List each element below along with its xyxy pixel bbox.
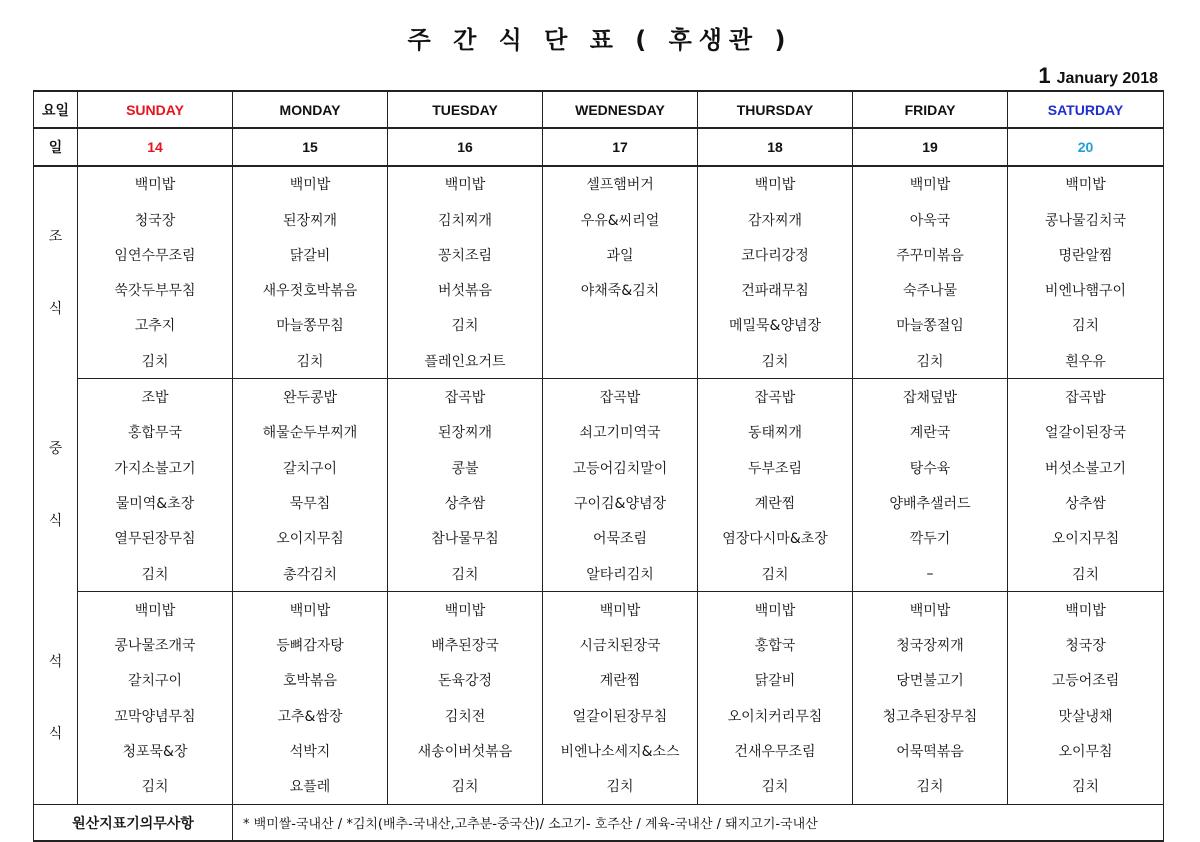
- menu-item-cell: [543, 308, 698, 343]
- menu-date: [1038, 63, 1158, 89]
- menu-item-cell: 콩나물김치국: [1008, 202, 1164, 237]
- menu-item-cell: 잡곡밥: [388, 379, 543, 415]
- breakfast-row: [34, 166, 1164, 202]
- menu-item-cell: 쇠고기미역국: [543, 415, 698, 450]
- menu-item-cell: 청포묵&장: [78, 733, 233, 768]
- menu-item-cell: 석박지: [233, 733, 388, 768]
- menu-item-cell: 백미밥: [78, 166, 233, 202]
- menu-item-cell: 꽁치조림: [388, 237, 543, 272]
- menu-item-cell: 깍두기: [853, 521, 1008, 556]
- menu-item-cell: 김치: [853, 343, 1008, 379]
- menu-item-cell: 백미밥: [698, 166, 853, 202]
- menu-item-cell: 배추된장국: [388, 627, 543, 662]
- menu-item-cell: 백미밥: [698, 592, 853, 628]
- menu-item-cell: 고추&쌈장: [233, 698, 388, 733]
- menu-item-cell: 어묵떡볶음: [853, 733, 1008, 768]
- lunch-row: [34, 485, 1164, 520]
- menu-item-cell: 청국장: [1008, 627, 1164, 662]
- weekday-friday: FRIDAY: [853, 91, 1008, 128]
- menu-item-cell: 참나물무침: [388, 521, 543, 556]
- weekday-wednesday: WEDNESDAY: [543, 91, 698, 128]
- menu-item-cell: 계란국: [853, 415, 1008, 450]
- menu-item-cell: 꼬막양념무침: [78, 698, 233, 733]
- menu-item-cell: 우유&씨리얼: [543, 202, 698, 237]
- menu-item-cell: 맛살냉채: [1008, 698, 1164, 733]
- menu-item-cell: 마늘쫑절임: [853, 308, 1008, 343]
- menu-item-cell: 흰우유: [1008, 343, 1164, 379]
- date-cell: 20: [1008, 128, 1164, 165]
- breakfast-row: [34, 272, 1164, 307]
- dinner-row: [34, 698, 1164, 733]
- lunch-label: 중 식: [34, 379, 78, 592]
- lunch-row: [34, 379, 1164, 415]
- menu-item-cell: 백미밥: [388, 166, 543, 202]
- weekday-thursday: THURSDAY: [698, 91, 853, 128]
- dinner-row: [34, 627, 1164, 662]
- menu-item-cell: 계란찜: [543, 663, 698, 698]
- menu-item-cell: 마늘쫑무침: [233, 308, 388, 343]
- menu-item-cell: 청고추된장무침: [853, 698, 1008, 733]
- menu-item-cell: 홍합국: [698, 627, 853, 662]
- menu-item-cell: 청국장: [78, 202, 233, 237]
- weekday-header-row: [34, 91, 1164, 128]
- menu-item-cell: 김치: [1008, 308, 1164, 343]
- menu-item-cell: 버섯소불고기: [1008, 450, 1164, 485]
- menu-item-cell: 갈치구이: [233, 450, 388, 485]
- menu-item-cell: 양배추샐러드: [853, 485, 1008, 520]
- menu-item-cell: [543, 343, 698, 379]
- breakfast-label: 조 식: [34, 166, 78, 379]
- weekly-menu-table: [33, 90, 1164, 842]
- page-title: 주 간 식 단 표 ( 후생관 ): [407, 26, 793, 54]
- menu-item-cell: 열무된장무침: [78, 521, 233, 556]
- menu-item-cell: 오이지무침: [1008, 521, 1164, 556]
- menu-item-cell: 메밀묵&양념장: [698, 308, 853, 343]
- menu-item-cell: 어묵조림: [543, 521, 698, 556]
- menu-item-cell: 고등어김치말이: [543, 450, 698, 485]
- menu-item-cell: 염장다시마&초장: [698, 521, 853, 556]
- menu-item-cell: 임연수무조림: [78, 237, 233, 272]
- date-cell: 19: [853, 128, 1008, 165]
- dinner-row: [34, 733, 1164, 768]
- date-cell: 15: [233, 128, 388, 165]
- menu-item-cell: 버섯볶음: [388, 272, 543, 307]
- menu-item-cell: 플레인요거트: [388, 343, 543, 379]
- date-cell: 17: [543, 128, 698, 165]
- menu-item-cell: 과일: [543, 237, 698, 272]
- menu-item-cell: 등뼈감자탕: [233, 627, 388, 662]
- menu-item-cell: 오이치커리무침: [698, 698, 853, 733]
- menu-item-cell: 주꾸미볶음: [853, 237, 1008, 272]
- menu-item-cell: 조밥: [78, 379, 233, 415]
- menu-item-cell: 묵무침: [233, 485, 388, 520]
- menu-item-cell: 새송이버섯볶음: [388, 733, 543, 768]
- menu-item-cell: 된장찌개: [233, 202, 388, 237]
- menu-item-cell: 호박볶음: [233, 663, 388, 698]
- menu-item-cell: 당면불고기: [853, 663, 1008, 698]
- menu-item-cell: 물미역&초장: [78, 485, 233, 520]
- menu-item-cell: 김치: [78, 556, 233, 592]
- menu-item-cell: 야채죽&김치: [543, 272, 698, 307]
- lunch-row: [34, 521, 1164, 556]
- menu-item-cell: 김치: [1008, 556, 1164, 592]
- menu-item-cell: 가지소불고기: [78, 450, 233, 485]
- menu-item-cell: 감자찌개: [698, 202, 853, 237]
- origin-notice-text: * 백미쌀-국내산 / *김치(배추-국내산,고추분-중국산)/ 소고기- 호주산 / 계육-국내산 / 돼지고기-국내산: [233, 804, 1164, 841]
- menu-item-cell: 김치: [698, 769, 853, 805]
- lunch-row: [34, 450, 1164, 485]
- menu-item-cell: 완두콩밥: [233, 379, 388, 415]
- menu-item-cell: 김치: [78, 343, 233, 379]
- breakfast-row: [34, 343, 1164, 379]
- menu-item-cell: 계란찜: [698, 485, 853, 520]
- menu-item-cell: 비엔나햄구이: [1008, 272, 1164, 307]
- menu-item-cell: 김치: [1008, 769, 1164, 805]
- menu-item-cell: 탕수육: [853, 450, 1008, 485]
- menu-item-cell: 갈치구이: [78, 663, 233, 698]
- date-cell: 16: [388, 128, 543, 165]
- menu-item-cell: 잡채덮밥: [853, 379, 1008, 415]
- menu-item-cell: –: [853, 556, 1008, 592]
- menu-item-cell: 동태찌개: [698, 415, 853, 450]
- menu-item-cell: 백미밥: [853, 592, 1008, 628]
- date-row: [34, 128, 1164, 165]
- date-cell: 14: [78, 128, 233, 165]
- menu-item-cell: 건파래무침: [698, 272, 853, 307]
- menu-item-cell: 오이지무침: [233, 521, 388, 556]
- date-day: 1: [1038, 63, 1051, 88]
- dinner-label: 석 식: [34, 592, 78, 805]
- menu-item-cell: 상추쌈: [388, 485, 543, 520]
- menu-item-cell: 김치: [388, 308, 543, 343]
- menu-item-cell: 해물순두부찌개: [233, 415, 388, 450]
- menu-item-cell: 백미밥: [233, 166, 388, 202]
- dinner-row: [34, 592, 1164, 628]
- menu-item-cell: 닭갈비: [698, 663, 853, 698]
- menu-item-cell: 고추지: [78, 308, 233, 343]
- dinner-row: [34, 769, 1164, 805]
- origin-notice-row: [34, 804, 1164, 841]
- menu-item-cell: 닭갈비: [233, 237, 388, 272]
- date-row-label: 일: [34, 128, 78, 165]
- menu-item-cell: 알타리김치: [543, 556, 698, 592]
- menu-item-cell: 고등어조림: [1008, 663, 1164, 698]
- date-cell: 18: [698, 128, 853, 165]
- menu-item-cell: 김치: [388, 556, 543, 592]
- menu-item-cell: 잡곡밥: [543, 379, 698, 415]
- lunch-row: [34, 415, 1164, 450]
- menu-item-cell: 셀프햄버거: [543, 166, 698, 202]
- weekday-saturday: SATURDAY: [1008, 91, 1164, 128]
- menu-item-cell: 새우젓호박볶음: [233, 272, 388, 307]
- weekday-sunday: SUNDAY: [78, 91, 233, 128]
- menu-item-cell: 된장찌개: [388, 415, 543, 450]
- menu-item-cell: 돈육강정: [388, 663, 543, 698]
- menu-item-cell: 백미밥: [853, 166, 1008, 202]
- menu-item-cell: 김치: [233, 343, 388, 379]
- menu-item-cell: 총각김치: [233, 556, 388, 592]
- menu-item-cell: 김치: [543, 769, 698, 805]
- menu-item-cell: 명란알찜: [1008, 237, 1164, 272]
- menu-item-cell: 쑥갓두부무침: [78, 272, 233, 307]
- date-month-year: January 2018: [1056, 70, 1158, 87]
- breakfast-row: [34, 308, 1164, 343]
- dinner-row: [34, 663, 1164, 698]
- menu-item-cell: 구이김&양념장: [543, 485, 698, 520]
- menu-item-cell: 김치: [853, 769, 1008, 805]
- menu-item-cell: 홍합무국: [78, 415, 233, 450]
- weekday-monday: MONDAY: [233, 91, 388, 128]
- menu-item-cell: 백미밥: [543, 592, 698, 628]
- menu-item-cell: 백미밥: [1008, 592, 1164, 628]
- origin-notice-label: 원산지표기의무사항: [34, 804, 233, 841]
- menu-item-cell: 얼갈이된장국: [1008, 415, 1164, 450]
- menu-item-cell: 콩불: [388, 450, 543, 485]
- menu-item-cell: 백미밥: [233, 592, 388, 628]
- weekday-tuesday: TUESDAY: [388, 91, 543, 128]
- lunch-row: [34, 556, 1164, 592]
- menu-item-cell: 백미밥: [78, 592, 233, 628]
- weekday-row-label: 요일: [34, 91, 78, 128]
- menu-item-cell: 얼갈이된장무침: [543, 698, 698, 733]
- menu-item-cell: 김치: [388, 769, 543, 805]
- menu-item-cell: 청국장찌개: [853, 627, 1008, 662]
- menu-item-cell: 오이무침: [1008, 733, 1164, 768]
- menu-item-cell: 시금치된장국: [543, 627, 698, 662]
- menu-item-cell: 아욱국: [853, 202, 1008, 237]
- menu-item-cell: 김치전: [388, 698, 543, 733]
- menu-item-cell: 김치: [78, 769, 233, 805]
- menu-item-cell: 숙주나물: [853, 272, 1008, 307]
- menu-item-cell: 백미밥: [388, 592, 543, 628]
- menu-item-cell: 김치찌개: [388, 202, 543, 237]
- menu-item-cell: 비엔나소세지&소스: [543, 733, 698, 768]
- menu-item-cell: 건새우무조림: [698, 733, 853, 768]
- menu-item-cell: 백미밥: [1008, 166, 1164, 202]
- menu-item-cell: 상추쌈: [1008, 485, 1164, 520]
- menu-item-cell: 잡곡밥: [1008, 379, 1164, 415]
- menu-item-cell: 김치: [698, 343, 853, 379]
- menu-item-cell: 잡곡밥: [698, 379, 853, 415]
- menu-item-cell: 요플레: [233, 769, 388, 805]
- menu-item-cell: 김치: [698, 556, 853, 592]
- menu-item-cell: 코다리강정: [698, 237, 853, 272]
- breakfast-row: [34, 202, 1164, 237]
- breakfast-row: [34, 237, 1164, 272]
- menu-item-cell: 콩나물조개국: [78, 627, 233, 662]
- menu-item-cell: 두부조림: [698, 450, 853, 485]
